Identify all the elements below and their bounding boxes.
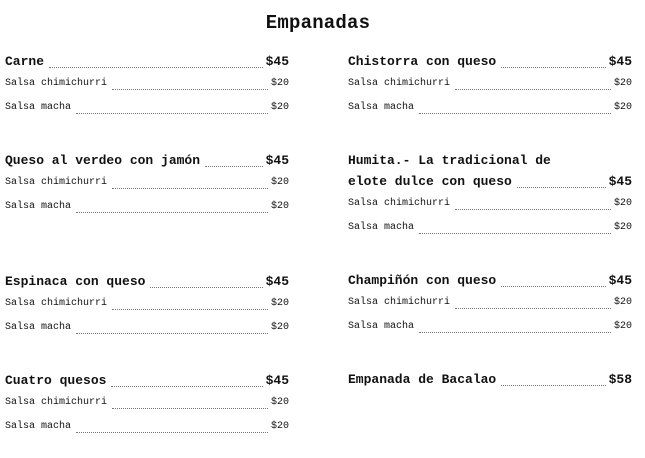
menu-item [348,150,632,240]
dot-leader [501,286,605,287]
menu-item-name-line1: Humita.- La tradicional de [348,153,551,168]
sauce-name: Salsa macha [5,322,72,333]
menu-item-name: Champiñón con queso [348,273,497,288]
sauce-name: Salsa macha [5,201,72,212]
dot-leader [111,386,262,387]
sauce-price: $20 [270,177,289,188]
menu-item-price: $45 [265,373,289,388]
sauce-price: $20 [270,298,289,309]
dot-leader [419,332,611,333]
sauce-price: $20 [613,321,632,332]
sauce-row [5,391,289,415]
menu-title: Empanadas [265,12,371,34]
menu-item [5,51,289,120]
dot-leader [112,309,268,310]
dot-leader [112,89,268,90]
sauce-price: $20 [613,78,632,89]
sauce-name: Salsa chimichurri [348,297,451,308]
menu-item-price: $58 [608,372,632,387]
menu-item-row [348,369,632,390]
dot-leader [455,209,611,210]
sauce-price: $20 [270,201,289,212]
sauce-row [348,192,632,216]
menu-item-price: $45 [265,153,289,168]
sauce-row [348,96,632,120]
sauce-name: Salsa chimichurri [5,177,108,188]
dot-leader [76,113,268,114]
dot-leader [76,212,268,213]
dot-leader [419,233,611,234]
sauce-row [5,72,289,96]
menu-item [348,51,632,120]
sauce-price: $20 [270,102,289,113]
menu-item-row [348,150,632,192]
menu-item-price: $45 [608,54,632,69]
menu-item-name: Espinaca con queso [5,274,146,289]
sauce-price: $20 [270,322,289,333]
menu-item-name: Cuatro quesos [5,373,107,388]
sauce-name: Salsa macha [5,421,72,432]
menu-item-row [5,150,289,171]
sauce-name: Salsa chimichurri [5,78,108,89]
sauce-name: Salsa chimichurri [348,198,451,209]
sauce-name: Salsa chimichurri [5,298,108,309]
sauce-row [5,171,289,195]
sauce-price: $20 [613,198,632,209]
dot-leader [205,166,263,167]
sauce-price: $20 [270,421,289,432]
menu-item [348,270,632,339]
menu-item-price: $45 [265,54,289,69]
sauce-name: Salsa macha [348,321,415,332]
menu-item-row [5,51,289,72]
sauce-price: $20 [270,397,289,408]
sauce-row [348,72,632,96]
dot-leader [501,67,605,68]
dot-leader [517,187,606,188]
dot-leader [49,67,263,68]
dot-leader [76,432,268,433]
menu-item-price: $45 [265,274,289,289]
dot-leader [150,287,262,288]
menu-item-name: Empanada de Bacalao [348,372,497,387]
sauce-row [5,96,289,120]
sauce-row [348,291,632,315]
sauce-price: $20 [270,78,289,89]
menu-item-row [348,51,632,72]
sauce-price: $20 [613,297,632,308]
menu-item [5,271,289,340]
sauce-row [5,316,289,340]
menu-item-row [5,370,289,391]
sauce-name: Salsa chimichurri [348,78,451,89]
menu-item-name: Chistorra con queso [348,54,497,69]
menu-item [5,150,289,219]
dot-leader [112,408,268,409]
sauce-row [348,216,632,240]
menu-item-price: $45 [608,174,632,189]
menu-item-name-line2: elote dulce con queso [348,174,512,189]
dot-leader [112,188,268,189]
sauce-name: Salsa chimichurri [5,397,108,408]
dot-leader [419,113,611,114]
sauce-row [5,195,289,219]
menu-item-row [348,270,632,291]
menu-column-left [5,51,289,439]
dot-leader [501,385,605,386]
sauce-row [5,415,289,439]
menu-item-name: Queso al verdeo con jamón [5,153,201,168]
dot-leader [76,333,268,334]
menu-item-name: Carne [5,54,45,69]
dot-leader [455,308,611,309]
menu-column-right [348,51,632,390]
sauce-price: $20 [613,222,632,233]
sauce-name: Salsa macha [5,102,72,113]
menu-item-row [5,271,289,292]
sauce-name: Salsa macha [348,102,415,113]
sauce-row [5,292,289,316]
sauce-name: Salsa macha [348,222,415,233]
menu-item-price: $45 [608,273,632,288]
dot-leader [455,89,611,90]
sauce-row [348,315,632,339]
sauce-price: $20 [613,102,632,113]
menu-item [5,370,289,439]
menu-item [348,369,632,390]
